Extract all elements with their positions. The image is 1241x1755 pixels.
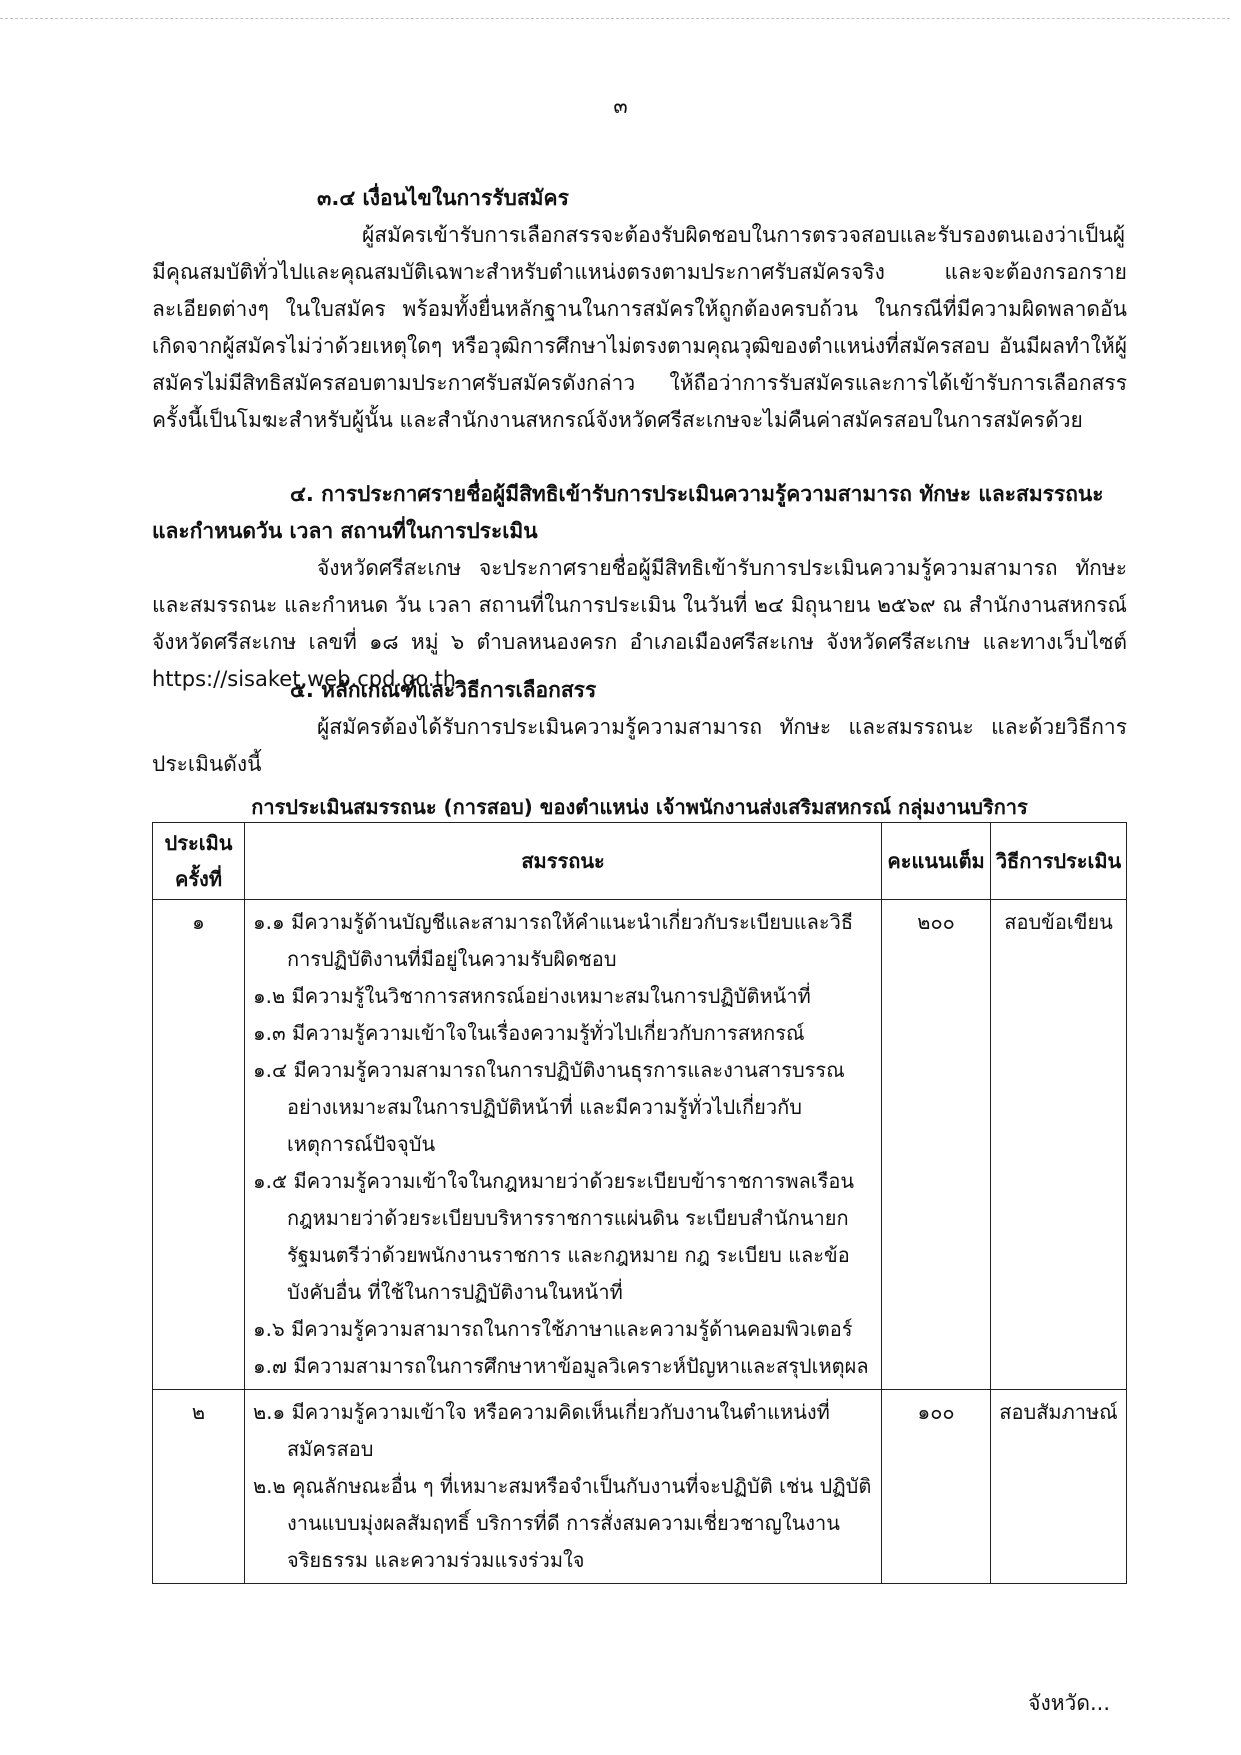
row-1-method: สอบข้อเขียน — [991, 900, 1127, 1390]
page-number: ๓ — [613, 94, 628, 118]
header-method: วิธีการประเมิน — [991, 823, 1127, 900]
list-item: ๑.๒ มีความรู้ในวิชาการสหกรณ์อย่างเหมาะสมในการปฏิบัติหน้าที่ — [252, 984, 811, 1008]
page-continuation-marker: จังหวัด... — [1028, 1691, 1110, 1715]
row-1-competencies — [244, 900, 881, 1390]
section-4-heading-line2: และกำหนดวัน เวลา สถานที่ในการประเมิน — [152, 519, 538, 543]
scan-edge-line — [0, 18, 1230, 19]
row-2-competencies — [244, 1390, 881, 1584]
section-5-heading: ๕. หลักเกณฑ์และวิธีการเลือกสรร — [290, 678, 597, 702]
table-row — [153, 1390, 1127, 1584]
section-4-body: จังหวัดศรีสะเกษ จะประกาศรายชื่อผู้มีสิทธิเข้ารับการประเมินความรู้ความสามารถ ทักษะและสมรรถนะ และกำหนด วัน เวลา สถานที่ในการประเมิน ในวันที่ ๒๔ มิถุนายน ๒๕๖๙ ณ สำนักงานสหกรณ์จังหวัดศรีสะเกษ เลขที่ ๑๘ หมู่ ๖ ตำบลหนองครก อำเภอเมืองศรีสะเกษ จังหวัดศรีสะเกษ และทางเว็บไซต์ https://sisaket.web.cpd.go.th — [152, 556, 1127, 691]
table-row — [153, 900, 1127, 1390]
section-3-4 — [152, 180, 1127, 439]
table-header-row — [153, 823, 1127, 900]
header-round: ประเมินครั้งที่ — [153, 823, 245, 900]
list-item: ๒.๒ คุณลักษณะอื่น ๆ ที่เหมาะสมหรือจำเป็นกับงานที่จะปฏิบัติ เช่น ปฏิบัติงานแบบมุ่งผลสัมฤทธิ์ บริการที่ดี การสั่งสมความเชี่ยวชาญในงาน จริยธรรม และความร่วมแรงร่วมใจ — [252, 1474, 872, 1572]
list-item: ๒.๑ มีความรู้ความเข้าใจ หรือความคิดเห็นเกี่ยวกับงานในตำแหน่งที่สมัครสอบ — [252, 1400, 830, 1461]
section-3-4-body: ผู้สมัครเข้ารับการเลือกสรรจะต้องรับผิดชอบในการตรวจสอบและรับรองตนเองว่าเป็นผู้มีคุณสมบัติทั่วไปและคุณสมบัติเฉพาะสำหรับตำแหน่งตรงตามประกาศรับสมัครจริง และจะต้องกรอกรายละเอียดต่างๆ ในใบสมัคร พร้อมทั้งยื่นหลักฐานในการสมัครให้ถูกต้องครบถ้วน ในกรณีที่มีความผิดพลาดอันเกิดจากผู้สมัครไม่ว่าด้วยเหตุใดๆ หรือวุฒิการศึกษาไม่ตรงตามคุณวุฒิของตำแหน่งที่สมัครสอบ อันมีผลทำให้ผู้สมัครไม่มีสิทธิสมัครสอบตามประกาศรับสมัครดังกล่าว ให้ถือว่าการรับสมัครและการได้เข้ารับการเลือกสรรครั้งนี้เป็นโมฆะสำหรับผู้นั้น และสำนักงานสหกรณ์จังหวัดศรีสะเกษจะไม่คืนค่าสมัครสอบในการสมัครด้วย — [152, 223, 1127, 432]
section-4 — [152, 476, 1127, 698]
row-2-method: สอบสัมภาษณ์ — [991, 1390, 1127, 1584]
list-item: ๑.๖ มีความรู้ความสามารถในการใช้ภาษาและความรู้ด้านคอมพิวเตอร์ — [252, 1317, 853, 1341]
row-1-round: ๑ — [153, 900, 245, 1390]
row-1-score: ๒๐๐ — [882, 900, 991, 1390]
list-item: ๑.๗ มีความสามารถในการศึกษาหาข้อมูลวิเคราะห์ปัญหาและสรุปเหตุผล — [252, 1354, 869, 1378]
assessment-table — [152, 822, 1127, 1584]
list-item: ๑.๑ มีความรู้ด้านบัญชีและสามารถให้คำแนะนำเกี่ยวกับระเบียบและวิธีการปฏิบัติงานที่มีอยู่ในความรับผิดชอบ — [252, 910, 854, 971]
list-item: ๑.๕ มีความรู้ความเข้าใจในกฎหมายว่าด้วยระเบียบข้าราชการพลเรือนกฎหมายว่าด้วยระเบียบบริหารราชการแผ่นดิน ระเบียบสำนักนายกรัฐมนตรีว่าด้วยพนักงานราชการ และกฎหมาย กฎ ระเบียบ และข้อบังคับอื่น ที่ใช้ในการปฏิบัติงานในหน้าที่ — [252, 1169, 855, 1304]
row-2-score: ๑๐๐ — [882, 1390, 991, 1584]
section-3-4-heading: ๓.๔ เงื่อนไขในการรับสมัคร — [317, 186, 569, 210]
list-item: ๑.๓ มีความรู้ความเข้าใจในเรื่องความรู้ทั่วไปเกี่ยวกับการสหกรณ์ — [252, 1021, 805, 1045]
section-5-body: ผู้สมัครต้องได้รับการประเมินความรู้ความสามารถ ทักษะ และสมรรถนะ และด้วยวิธีการประเมินดังนี้ — [152, 715, 1127, 776]
section-5 — [152, 672, 1127, 783]
section-4-heading-line1: ๔. การประกาศรายชื่อผู้มีสิทธิเข้ารับการประเมินความรู้ความสามารถ ทักษะ และสมรรถนะ — [290, 482, 1104, 506]
row-2-round: ๒ — [153, 1390, 245, 1584]
table-caption: การประเมินสมรรถนะ (การสอบ) ของตำแหน่ง เจ้าพนักงานส่งเสริมสหกรณ์ กลุ่มงานบริการ — [251, 795, 1028, 819]
header-score: คะแนนเต็ม — [882, 823, 991, 900]
list-item: ๑.๔ มีความรู้ความสามารถในการปฏิบัติงานธุรการและงานสารบรรณอย่างเหมาะสมในการปฏิบัติหน้าที่ และมีความรู้ทั่วไปเกี่ยวกับเหตุการณ์ปัจจุบัน — [252, 1058, 845, 1156]
header-competency: สมรรถนะ — [244, 823, 881, 900]
